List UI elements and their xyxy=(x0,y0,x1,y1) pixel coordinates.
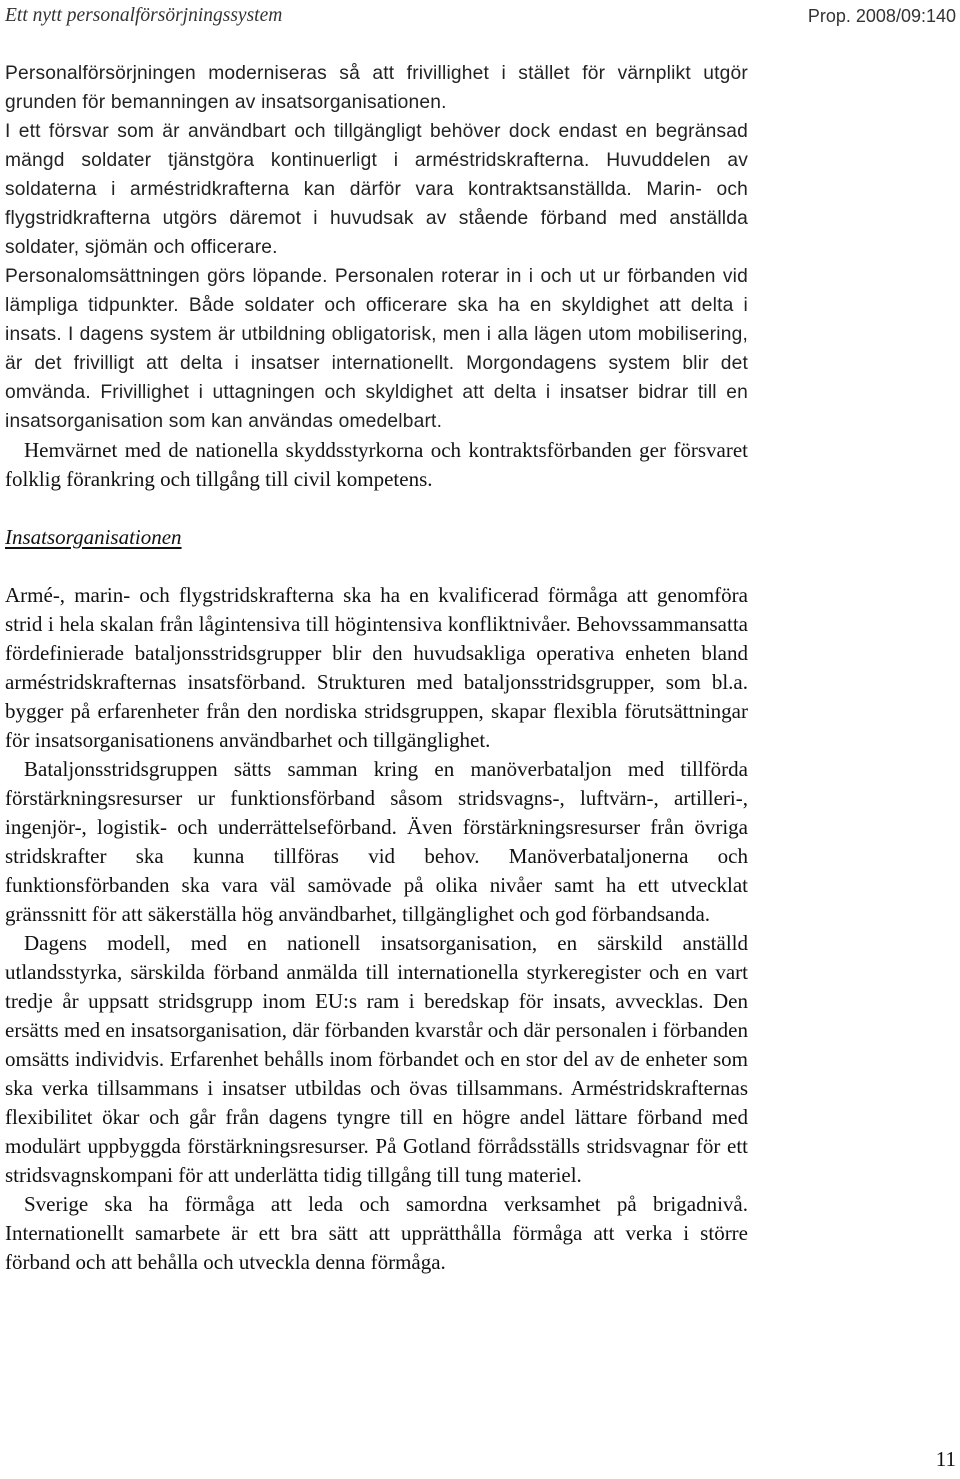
paragraph: Bataljonsstridsgruppen sätts samman kring en manöverbataljon med tillförda förstärkningsresurser ur funktionsförband såsom stridsvagns-, luftvärn-, artilleri-, ingenjör-, logistik- och underrättelseförband. Även förstärkningsresurser från övriga stridskrafter ska kunna tillföras vid behov. Manöverbataljonerna och funktionsförbanden ska vara väl samövade på olika nivåer samt ha ett utvecklat gränssnitt för att säkerställa hög användbarhet, tillgänglighet och god förbandsanda. xyxy=(5,757,748,926)
page-number: 11 xyxy=(935,1447,956,1471)
section-insatsorganisationen xyxy=(5,581,748,1277)
section-personnel-supply xyxy=(5,59,748,436)
paragraph: I ett försvar som är användbart och tillgängligt behöver dock endast en begränsad mängd soldater tjänstgöra kontinuerligt i arméstridskrafterna. Huvuddelen av soldaterna i arméstridkrafterna kan därför vara kontraktsanställda. Marin- och flygstridkrafterna utgörs däremot i huvudsak av stående förband med anställda soldater, sjömän och officerare. xyxy=(5,121,748,258)
paragraph: Personalförsörjningen moderniseras så att frivillighet i stället för värnplikt utgör grunden för bemanningen av insatsorganisationen. xyxy=(5,63,748,113)
running-title: Ett nytt personalförsörjningssystem xyxy=(5,5,283,26)
section-heading: Insatsorganisationen xyxy=(5,525,182,549)
section-home-guard xyxy=(5,436,748,494)
paragraph: Hemvärnet med de nationella skyddsstyrkorna och kontraktsförbanden ger försvaret folklig förankring och tillgång till civil kompetens. xyxy=(5,438,748,491)
proposition-number: Prop. 2008/09:140 xyxy=(807,6,956,26)
paragraph: Armé-, marin- och flygstridskrafterna ska ha en kvalificerad förmåga att genomföra strid i hela skalan från lågintensiva till högintensiva konfliktnivåer. Behovssammansatta fördefinierade bataljonsstridsgrupper blir den huvudsakliga operativa enheten bland arméstridskrafternas insatsförband. Strukturen med bataljonsstridsgrupper, som bl.a. bygger på erfarenheter från den nordiska stridsgruppen, skapar flexibla förutsättningar för insatsorganisationens användbarhet och tillgänglighet. xyxy=(5,583,748,752)
paragraph: Personalomsättningen görs löpande. Personalen roterar in i och ut ur förbanden vid lämpliga tidpunkter. Både soldater och officerare ska ha en skyldighet att delta i insats. I dagens system är utbildning obligatorisk, men i alla lägen utom mobilisering, är det frivilligt att delta i insatser internationellt. Morgondagens system blir det omvända. Frivillighet i uttagningen och skyldighet att delta i insatser bidrar till en insatsorganisation som kan användas omedelbart. xyxy=(5,266,748,432)
page-body xyxy=(5,59,748,1277)
paragraph: Sverige ska ha förmåga att leda och samordna verksamhet på brigadnivå. Internationellt samarbete är ett bra sätt att upprätthålla förmåga att verka i större förband och att behålla och utveckla denna förmåga. xyxy=(5,1192,748,1274)
page-header xyxy=(5,4,956,28)
paragraph: Dagens modell, med en nationell insatsorganisation, en särskild anställd utlandsstyrka, särskilda förband anmälda till internationella styrkeregister och en vart tredje år uppsatt stridsgrupp inom EU:s ram i beredskap för insats, avvecklas. Den ersätts med en insatsorganisation, där förbanden kvarstår och där personalen i förbanden omsätts individvis. Erfarenhet behålls inom förbandet och en stor del av de enheter som ska verka tillsammans i insatser utbildas och övas tillsammans. Arméstridskrafternas flexibilitet ökar och går från dagens tyngre till en högre andel lättare förband med modulärt uppbyggda förstärkningsresurser. På Gotland förrådsställs stridsvagnar för ett stridsvagnskompani för att underlätta tidig tillgång till tung materiel. xyxy=(5,931,748,1187)
